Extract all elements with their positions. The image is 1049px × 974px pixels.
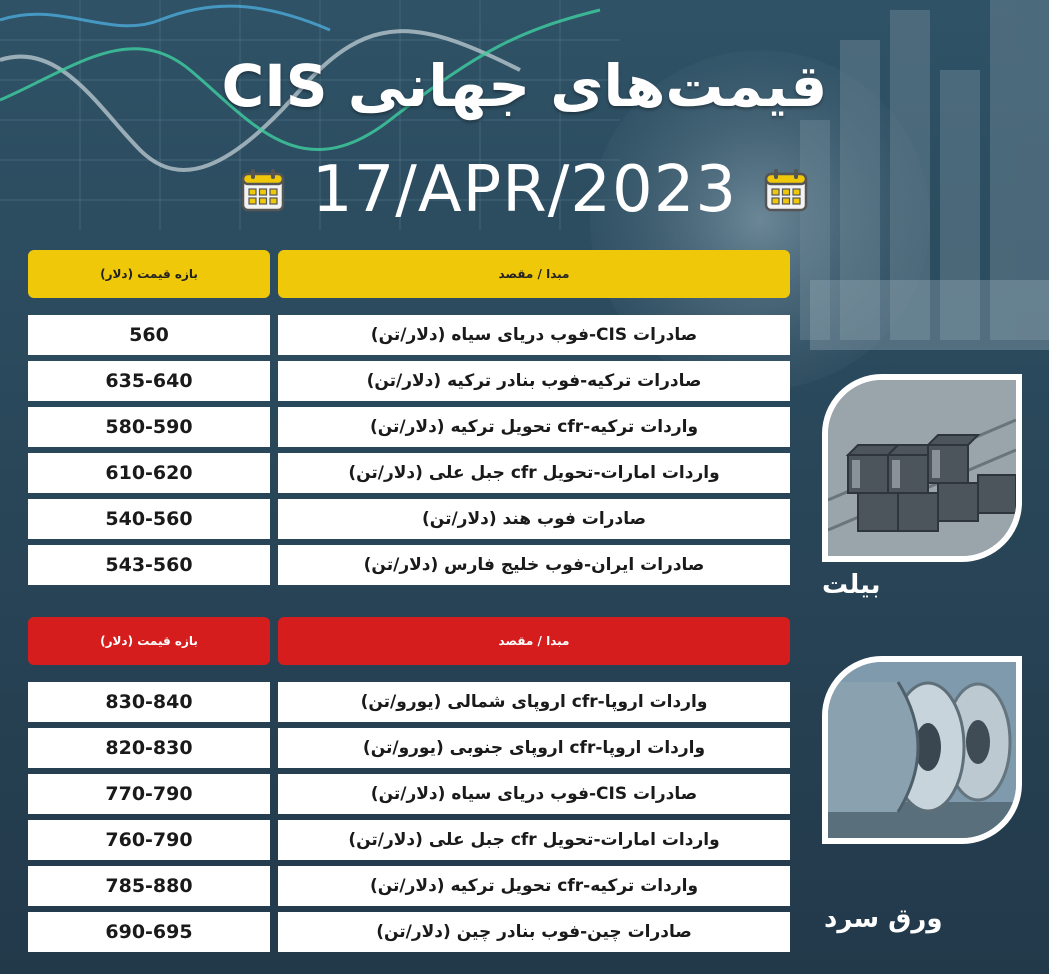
price-cell: 540-560: [28, 499, 270, 539]
price-range-header: بازه قیمت (دلار): [28, 250, 270, 298]
price-cell: 543-560: [28, 545, 270, 585]
table-row: [28, 728, 790, 768]
table-row: [28, 866, 790, 906]
route-cell: صادرات چین-فوب بنادر چین (دلار/تن): [278, 912, 790, 952]
route-cell: صادرات ایران-فوب خلیج فارس (دلار/تن): [278, 545, 790, 585]
table-row: [28, 407, 790, 447]
table-row: [28, 315, 790, 355]
table-row: [28, 545, 790, 585]
price-cell: 610-620: [28, 453, 270, 493]
table-row: [28, 499, 790, 539]
route-header: مبدا / مقصد: [278, 250, 790, 298]
table-header: [28, 250, 790, 298]
cold-sheet-label: ورق سرد: [824, 904, 943, 934]
route-cell: واردات اروپا-cfr اروپای جنوبی (یورو/تن): [278, 728, 790, 768]
price-cell: 580-590: [28, 407, 270, 447]
route-cell: صادرات CIS-فوب دریای سیاه (دلار/تن): [278, 774, 790, 814]
billet-label: بیلت: [822, 570, 881, 600]
table-row: [28, 682, 790, 722]
price-cell: 560: [28, 315, 270, 355]
route-cell: واردات ترکیه-cfr تحویل ترکیه (دلار/تن): [278, 407, 790, 447]
route-cell: صادرات فوب هند (دلار/تن): [278, 499, 790, 539]
table-header: [28, 617, 790, 665]
steel-billet-photo: [822, 374, 1022, 562]
route-cell: واردات ترکیه-cfr تحویل ترکیه (دلار/تن): [278, 866, 790, 906]
table-row: [28, 453, 790, 493]
route-cell: واردات امارات-تحویل cfr جبل علی (دلار/تن): [278, 453, 790, 493]
price-range-header: بازه قیمت (دلار): [28, 617, 270, 665]
price-cell: 690-695: [28, 912, 270, 952]
route-cell: واردات اروپا-cfr اروپای شمالی (یورو/تن): [278, 682, 790, 722]
table-row: [28, 361, 790, 401]
calendar-icon: [763, 167, 809, 213]
route-header: مبدا / مقصد: [278, 617, 790, 665]
price-cell: 635-640: [28, 361, 270, 401]
table-row: [28, 774, 790, 814]
table-row: [28, 820, 790, 860]
route-cell: صادرات ترکیه-فوب بنادر ترکیه (دلار/تن): [278, 361, 790, 401]
cold-sheet-price-table: [28, 617, 790, 952]
page-title: قیمت‌های جهانی CIS: [221, 52, 828, 120]
date-label: 17/APR/2023: [311, 153, 738, 227]
steel-coil-photo: [822, 656, 1022, 844]
date-row: [0, 150, 1049, 230]
price-cell: 770-790: [28, 774, 270, 814]
price-cell: 830-840: [28, 682, 270, 722]
price-cell: 760-790: [28, 820, 270, 860]
table-row: [28, 912, 790, 952]
route-cell: واردات امارات-تحویل cfr جبل علی (دلار/تن): [278, 820, 790, 860]
price-cell: 785-880: [28, 866, 270, 906]
calendar-icon: [240, 167, 286, 213]
route-cell: صادرات CIS-فوب دریای سیاه (دلار/تن): [278, 315, 790, 355]
price-cell: 820-830: [28, 728, 270, 768]
billet-price-table: [28, 250, 790, 585]
